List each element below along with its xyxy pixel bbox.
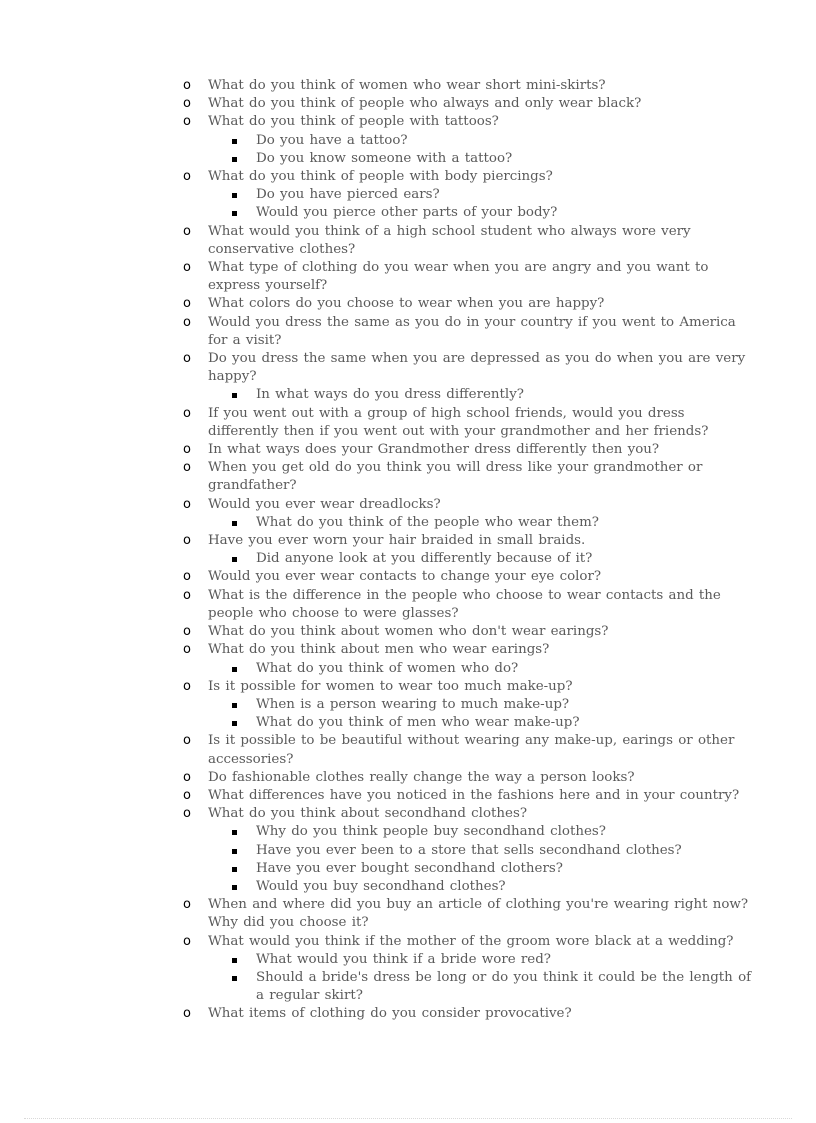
question-text: What do you think of people who always and only wear black?	[208, 96, 642, 112]
sub-question-text: Do you know someone with a tattoo?	[256, 150, 513, 166]
circle-bullet-icon: o	[183, 1006, 191, 1022]
square-bullet-icon	[232, 703, 237, 708]
question-text: What would you think of a high school student who always wore very conservative clothes?	[208, 223, 691, 257]
sub-question-item	[180, 714, 755, 732]
sub-question-item	[180, 696, 755, 714]
question-item	[180, 95, 755, 113]
square-bullet-icon	[232, 157, 237, 162]
sub-question-text: Have you ever bought secondhand clothers?	[256, 860, 563, 876]
question-text: Do you dress the same when you are depressed as you do when you are very happy?	[208, 351, 746, 385]
question-item	[180, 933, 755, 951]
sub-question-text: What do you think of the people who wear them?	[256, 514, 599, 530]
question-item	[180, 623, 755, 641]
question-item	[180, 805, 755, 823]
sub-question-item	[180, 386, 755, 404]
sub-question-text: What do you think of women who do?	[256, 660, 519, 676]
sub-question-text: What would you think if a bride wore red?	[256, 951, 551, 967]
question-text: What would you think if the mother of the groom wore black at a wedding?	[208, 933, 734, 949]
circle-bullet-icon: o	[183, 624, 191, 640]
question-text: What do you think about secondhand clothes?	[208, 806, 528, 822]
square-bullet-icon	[232, 139, 237, 144]
circle-bullet-icon: o	[183, 806, 191, 822]
square-bullet-icon	[232, 211, 237, 216]
sub-question-text: In what ways do you dress differently?	[256, 387, 524, 403]
question-item	[180, 769, 755, 787]
question-item	[180, 587, 755, 623]
question-item	[180, 568, 755, 586]
circle-bullet-icon: o	[183, 587, 191, 603]
sub-question-item	[180, 132, 755, 150]
circle-bullet-icon: o	[183, 569, 191, 585]
circle-bullet-icon: o	[183, 96, 191, 112]
sub-question-item	[180, 204, 755, 222]
sub-question-item	[180, 514, 755, 532]
square-bullet-icon	[232, 958, 237, 963]
sub-question-text: Have you ever been to a store that sells secondhand clothes?	[256, 842, 682, 858]
circle-bullet-icon: o	[183, 114, 191, 130]
question-text: What colors do you choose to wear when you are happy?	[208, 296, 605, 312]
question-text: Do fashionable clothes really change the way a person looks?	[208, 769, 635, 785]
question-text: Would you ever wear dreadlocks?	[208, 496, 441, 512]
question-text: What do you think of women who wear short mini-skirts?	[208, 78, 606, 93]
sub-question-item	[180, 860, 755, 878]
square-bullet-icon	[232, 867, 237, 872]
sub-question-text: What do you think of men who wear make-up?	[256, 715, 580, 731]
sub-question-text: Should a bride's dress be long or do you think it could be the length of a regular skirt?	[256, 969, 752, 1004]
question-text: What do you think about women who don't wear earings?	[208, 624, 609, 640]
question-item	[180, 732, 755, 768]
question-text: When you get old do you think you will dress like your grandmother or grandfather?	[208, 460, 703, 494]
question-item	[180, 314, 755, 350]
sub-question-item	[180, 842, 755, 860]
circle-bullet-icon: o	[183, 314, 191, 330]
sub-question-text: Did anyone look at you differently because of it?	[256, 551, 593, 567]
square-bullet-icon	[232, 393, 237, 398]
square-bullet-icon	[232, 557, 237, 562]
square-bullet-icon	[232, 667, 237, 672]
sub-question-item	[180, 823, 755, 841]
sub-question-item	[180, 951, 755, 969]
square-bullet-icon	[232, 849, 237, 854]
question-text: What type of clothing do you wear when you are angry and you want to express yourself?	[208, 260, 709, 294]
sub-question-item	[180, 878, 755, 896]
question-text: When and where did you buy an article of clothing you're wearing right now? Why did you choose it?	[208, 897, 749, 931]
question-item	[180, 896, 755, 932]
circle-bullet-icon: o	[183, 260, 191, 276]
sub-question-text: Would you buy secondhand clothes?	[256, 878, 506, 894]
question-item	[180, 459, 755, 495]
sub-question-text: When is a person wearing to much make-up?	[256, 696, 570, 712]
question-text: Is it possible to be beautiful without wearing any make-up, earings or other accessories?	[208, 733, 735, 767]
sub-question-item	[180, 660, 755, 678]
question-list	[180, 77, 755, 1024]
question-text: Have you ever worn your hair braided in small braids.	[208, 533, 586, 549]
circle-bullet-icon: o	[183, 442, 191, 458]
square-bullet-icon	[232, 721, 237, 726]
question-text: Would you dress the same as you do in your country if you went to America for a visit?	[208, 314, 736, 348]
sub-question-text: Do you have a tattoo?	[256, 132, 408, 148]
question-text: What do you think of people with tattoos?	[208, 114, 499, 130]
question-item	[180, 532, 755, 550]
question-text: Would you ever wear contacts to change your eye color?	[208, 569, 602, 585]
circle-bullet-icon: o	[183, 787, 191, 803]
question-item	[180, 223, 755, 259]
circle-bullet-icon: o	[183, 733, 191, 749]
page-divider	[24, 1118, 792, 1119]
question-item	[180, 113, 755, 131]
question-text: What is the difference in the people who choose to wear contacts and the people who choose to were glasses?	[208, 587, 721, 621]
sub-question-text: Would you pierce other parts of your body?	[256, 205, 558, 221]
circle-bullet-icon: o	[183, 296, 191, 312]
circle-bullet-icon: o	[183, 897, 191, 913]
question-item	[180, 405, 755, 441]
question-item	[180, 295, 755, 313]
circle-bullet-icon: o	[183, 678, 191, 694]
sub-question-item	[180, 150, 755, 168]
circle-bullet-icon: o	[183, 169, 191, 185]
question-text: What do you think about men who wear earings?	[208, 642, 550, 658]
circle-bullet-icon: o	[183, 223, 191, 239]
sub-question-text: Do you have pierced ears?	[256, 187, 440, 203]
question-item	[180, 168, 755, 186]
circle-bullet-icon: o	[183, 642, 191, 658]
question-text: In what ways does your Grandmother dress differently then you?	[208, 442, 660, 458]
sub-question-text: Why do you think people buy secondhand clothes?	[256, 824, 606, 840]
question-item	[180, 1005, 755, 1023]
sub-question-item	[180, 186, 755, 204]
circle-bullet-icon: o	[183, 78, 191, 93]
circle-bullet-icon: o	[183, 769, 191, 785]
circle-bullet-icon: o	[183, 351, 191, 367]
question-item	[180, 678, 755, 696]
circle-bullet-icon: o	[183, 933, 191, 949]
square-bullet-icon	[232, 830, 237, 835]
question-item	[180, 350, 755, 386]
question-item	[180, 496, 755, 514]
square-bullet-icon	[232, 521, 237, 526]
question-item	[180, 77, 755, 95]
circle-bullet-icon: o	[183, 496, 191, 512]
question-item	[180, 441, 755, 459]
sub-question-item	[180, 969, 755, 1005]
question-text: What do you think of people with body piercings?	[208, 169, 553, 185]
square-bullet-icon	[232, 885, 237, 890]
question-text: What differences have you noticed in the fashions here and in your country?	[208, 787, 740, 803]
question-text: If you went out with a group of high school friends, would you dress differently then if you went out with your grandmother and her friends?	[208, 405, 709, 439]
circle-bullet-icon: o	[183, 460, 191, 476]
square-bullet-icon	[232, 193, 237, 198]
question-item	[180, 259, 755, 295]
question-item	[180, 787, 755, 805]
question-text: What items of clothing do you consider provocative?	[208, 1006, 572, 1022]
square-bullet-icon	[232, 976, 237, 981]
question-item	[180, 641, 755, 659]
circle-bullet-icon: o	[183, 533, 191, 549]
sub-question-item	[180, 550, 755, 568]
circle-bullet-icon: o	[183, 405, 191, 421]
question-text: Is it possible for women to wear too much make-up?	[208, 678, 573, 694]
